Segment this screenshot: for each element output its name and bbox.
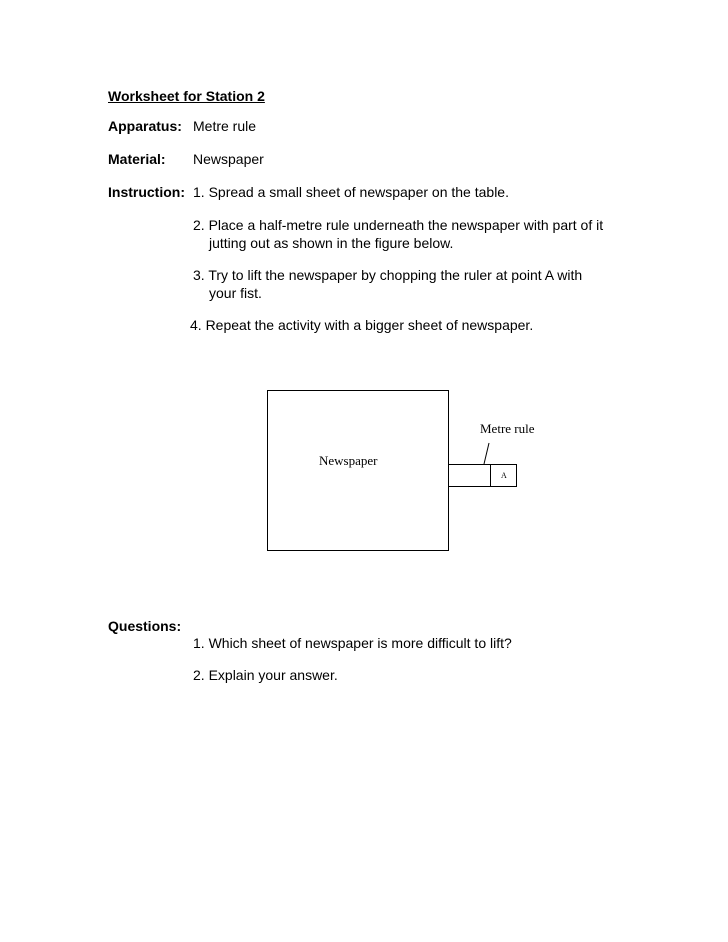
worksheet-title: Worksheet for Station 2: [108, 88, 265, 104]
questions-label: Questions:: [108, 618, 182, 634]
question-1: 1. Which sheet of newspaper is more difficult to lift?: [193, 635, 512, 651]
instruction-step-3-cont: your fist.: [209, 285, 262, 301]
question-2: 2. Explain your answer.: [193, 667, 338, 683]
apparatus-value: Metre rule: [193, 118, 257, 134]
newspaper-sheet: [267, 390, 449, 551]
instruction-step-3: 3. Try to lift the newspaper by chopping the ruler at point A with: [193, 267, 583, 283]
material-label: Material:: [108, 151, 166, 167]
ruler-leader-line: [482, 442, 492, 466]
instruction-label: Instruction:: [108, 184, 185, 200]
instruction-step-2-cont: jutting out as shown in the figure below.: [209, 235, 454, 251]
point-a-label: A: [501, 471, 507, 480]
ruler-label: Metre rule: [480, 421, 535, 436]
apparatus-label: Apparatus:: [108, 118, 182, 134]
instruction-step-4: 4. Repeat the activity with a bigger sheet of newspaper.: [190, 317, 534, 333]
material-value: Newspaper: [193, 151, 264, 167]
instruction-step-1: 1. Spread a small sheet of newspaper on the table.: [193, 184, 509, 200]
newspaper-label: Newspaper: [319, 453, 378, 468]
instruction-step-2: 2. Place a half-metre rule underneath the newspaper with part of it: [193, 217, 604, 233]
ruler-segment: [448, 464, 491, 487]
